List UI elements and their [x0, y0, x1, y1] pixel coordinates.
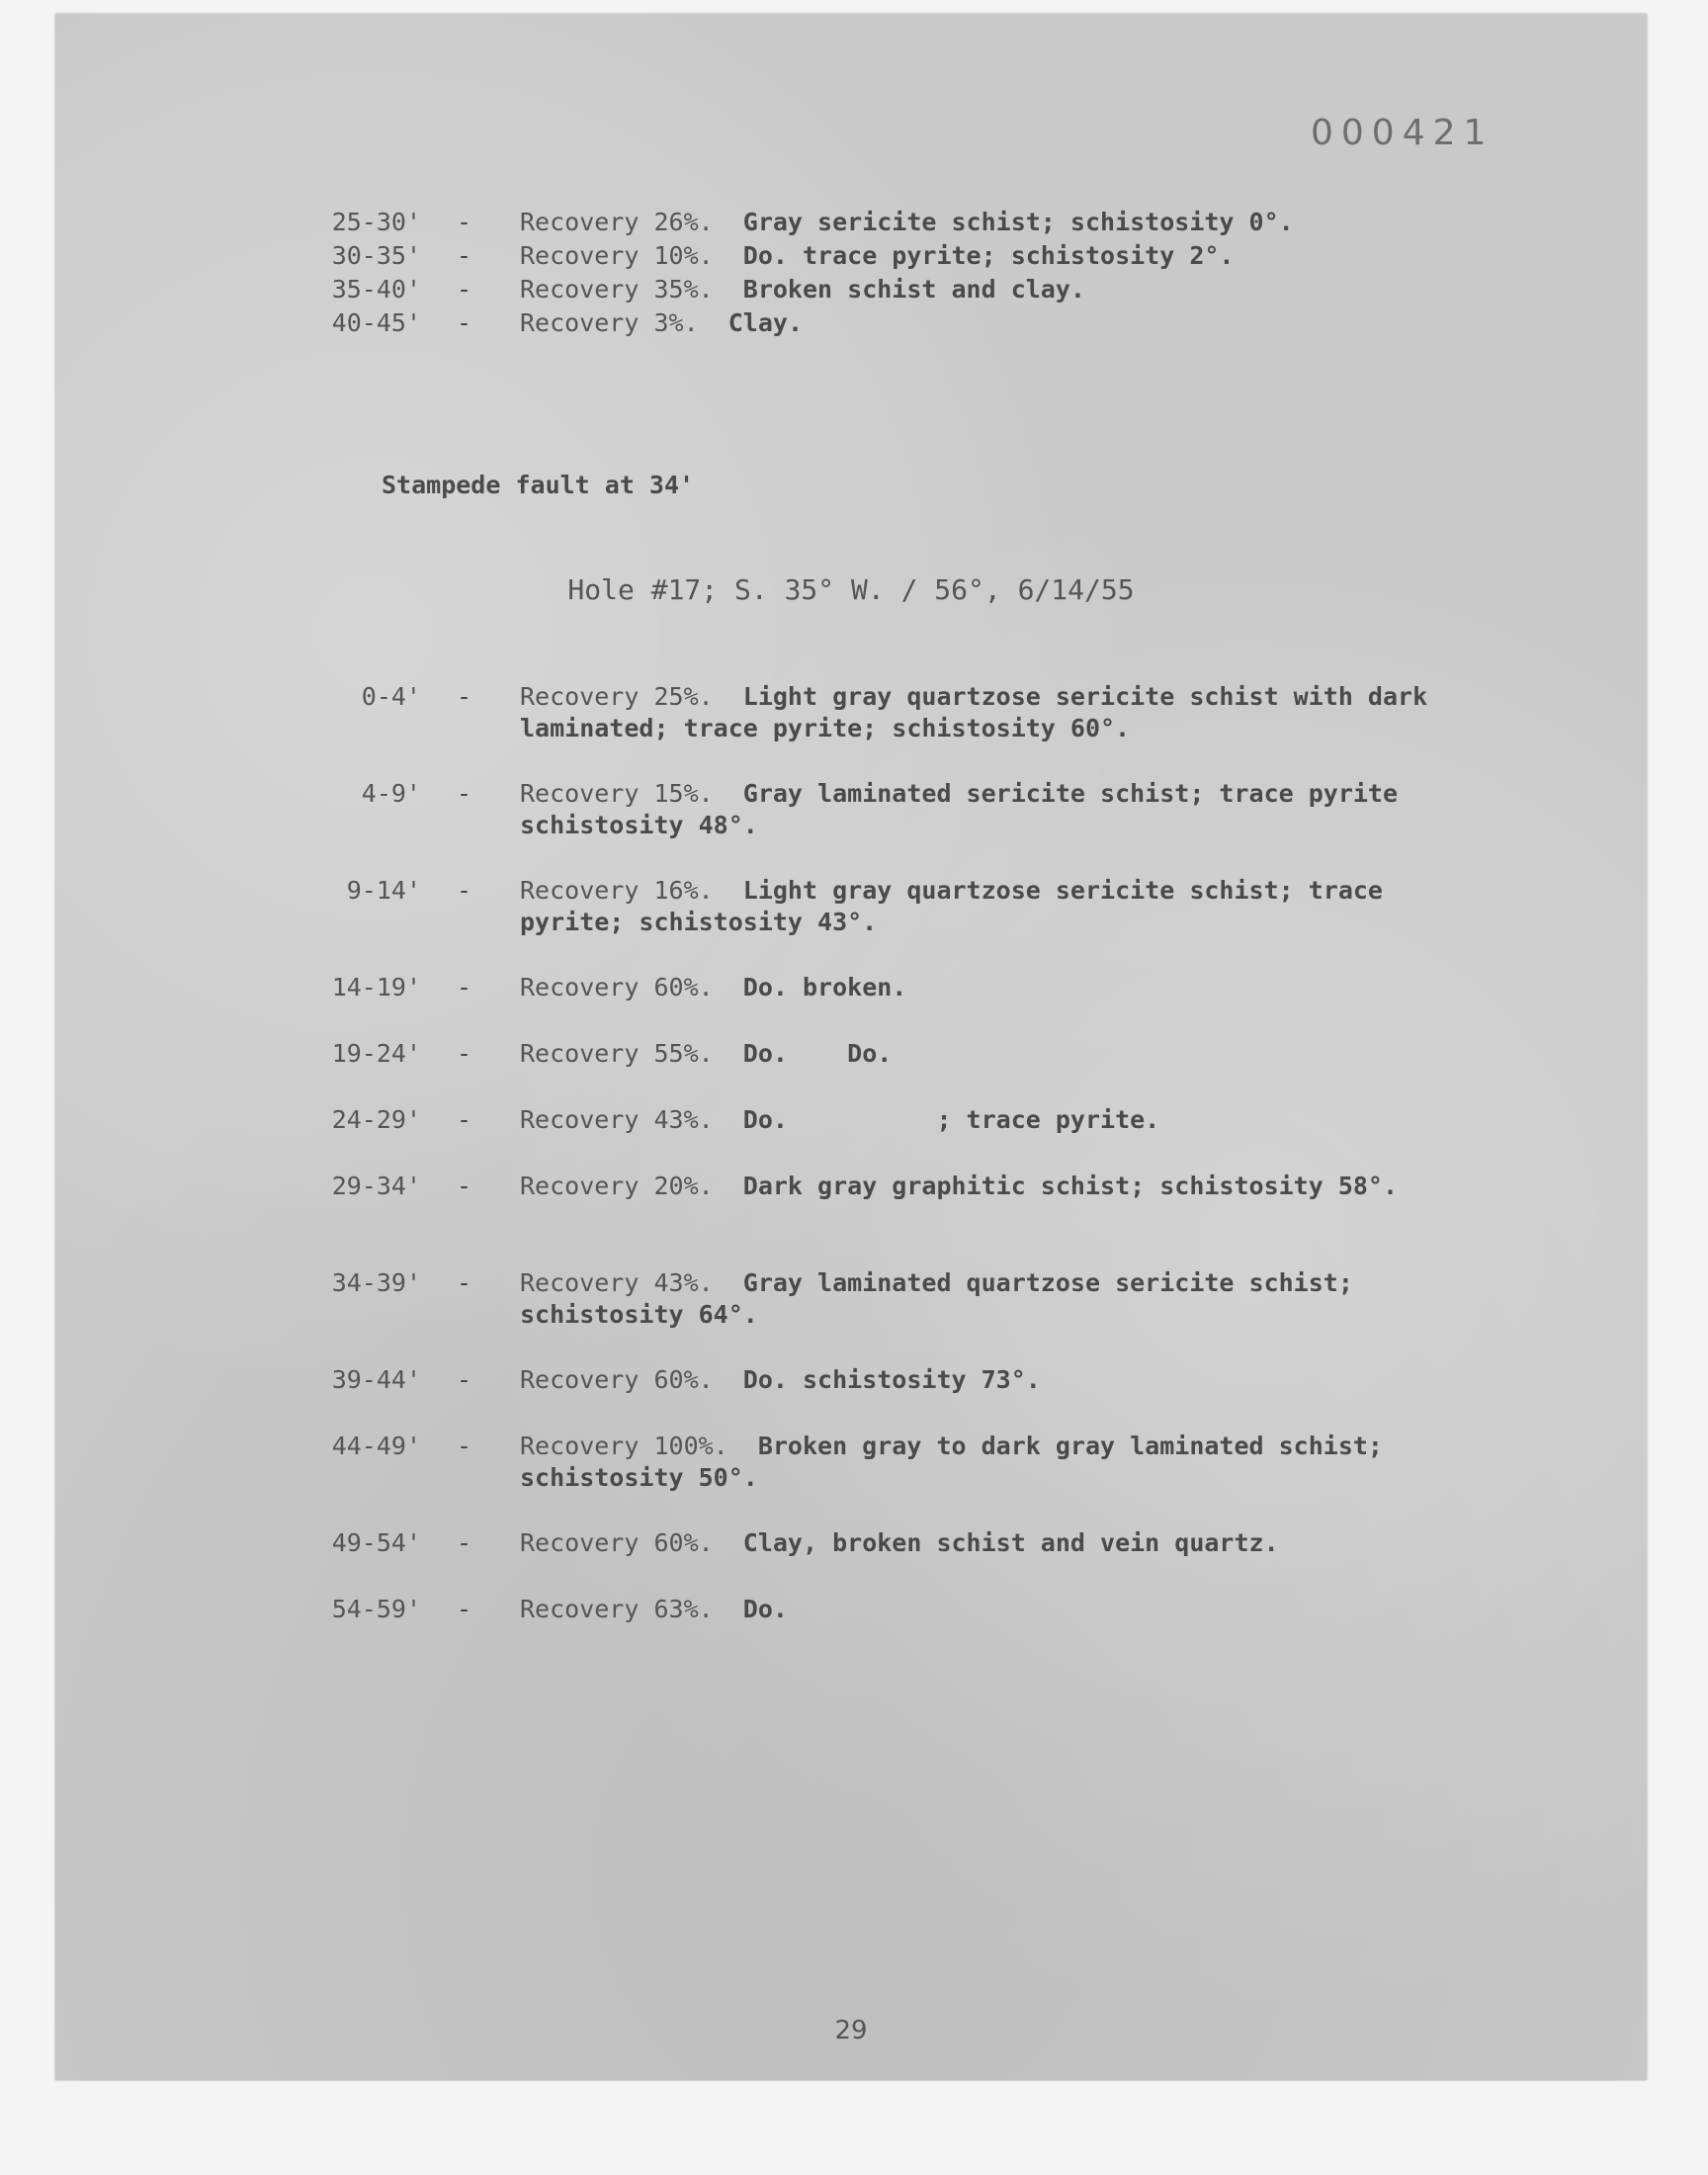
separator-dash: -: [457, 779, 472, 808]
separator-dash: -: [457, 1432, 472, 1460]
separator-dash: -: [457, 1595, 472, 1623]
separator-dash: -: [457, 1528, 472, 1557]
recovery-text: Recovery 20%.: [520, 1172, 714, 1200]
separator-dash: -: [457, 876, 472, 905]
recovery-text: Recovery 60%.: [520, 1528, 714, 1557]
log-description: [520, 778, 1469, 841]
depth-interval: 0-4': [361, 682, 421, 711]
recovery-text: Recovery 16%.: [520, 876, 714, 905]
log-description: [520, 681, 1469, 744]
separator-dash: -: [457, 308, 472, 337]
fault-note: Stampede fault at 34': [382, 471, 695, 499]
separator-dash: -: [457, 682, 472, 711]
recovery-text: Recovery 15%.: [520, 779, 714, 808]
depth-interval: 54-59': [331, 1595, 421, 1623]
recovery-text: Recovery 43%.: [520, 1105, 714, 1134]
recovery-text: Recovery 60%.: [520, 1365, 714, 1394]
separator-dash: -: [457, 208, 472, 236]
log-description: [520, 1104, 1469, 1136]
lithology-text: Do. trace pyrite; schistosity 2°.: [742, 241, 1235, 270]
separator-dash: -: [457, 1365, 472, 1394]
separator-dash: -: [457, 1172, 472, 1200]
lithology-text: Gray laminated sericite schist; trace pyrite schistosity 48°.: [520, 779, 1399, 839]
depth-interval: 9-14': [346, 876, 421, 905]
log-description: [520, 274, 1469, 305]
log-description: [520, 875, 1469, 938]
separator-dash: -: [457, 1039, 472, 1068]
log-description: [520, 1594, 1469, 1625]
lithology-text: Gray laminated quartzose sericite schist; schistosity 64°.: [520, 1268, 1353, 1329]
depth-interval: 49-54': [331, 1528, 421, 1557]
lithology-text: Do. Do.: [742, 1039, 893, 1068]
lithology-text: Do. schistosity 73°.: [742, 1365, 1041, 1394]
log-description: [520, 972, 1469, 1003]
page-number: 29: [834, 2016, 868, 2045]
lithology-text: Dark gray graphitic schist; schistosity 58°.: [742, 1172, 1399, 1200]
recovery-text: Recovery 60%.: [520, 973, 714, 1001]
separator-dash: -: [457, 275, 472, 304]
depth-interval: 40-45': [331, 308, 421, 337]
log-description: [520, 240, 1469, 272]
recovery-text: Recovery 55%.: [520, 1039, 714, 1068]
lithology-text: Broken schist and clay.: [742, 275, 1085, 304]
separator-dash: -: [457, 973, 472, 1001]
recovery-text: Recovery 25%.: [520, 682, 714, 711]
depth-interval: 34-39': [331, 1268, 421, 1297]
log-description: [520, 1364, 1469, 1396]
depth-interval: 4-9': [361, 779, 421, 808]
log-description: [520, 207, 1469, 238]
recovery-text: Recovery 10%.: [520, 241, 714, 270]
log-description: [520, 1267, 1469, 1331]
lithology-text: Clay.: [727, 308, 803, 337]
lithology-text: Light gray quartzose sericite schist; trace pyrite; schistosity 43°.: [520, 876, 1383, 936]
log-description: [520, 1038, 1469, 1070]
document-number: 000421: [1311, 113, 1494, 153]
depth-interval: 35-40': [331, 275, 421, 304]
separator-dash: -: [457, 1105, 472, 1134]
lithology-text: Clay, broken schist and vein quartz.: [742, 1528, 1279, 1557]
log-description: [520, 1171, 1469, 1202]
lithology-text: Do. broken.: [742, 973, 907, 1001]
depth-interval: 30-35': [331, 241, 421, 270]
recovery-text: Recovery 63%.: [520, 1595, 714, 1623]
recovery-text: Recovery 100%.: [520, 1432, 728, 1460]
recovery-text: Recovery 43%.: [520, 1268, 714, 1297]
depth-interval: 25-30': [331, 208, 421, 236]
recovery-text: Recovery 26%.: [520, 208, 714, 236]
document-page: [55, 14, 1647, 2080]
depth-interval: 39-44': [331, 1365, 421, 1394]
lithology-text: Broken gray to dark gray laminated schist; schistosity 50°.: [520, 1432, 1383, 1492]
separator-dash: -: [457, 1268, 472, 1297]
lithology-text: Do.: [742, 1595, 788, 1623]
lithology-text: Do. ; trace pyrite.: [742, 1105, 1160, 1134]
hole-heading: Hole #17; S. 35° W. / 56°, 6/14/55: [567, 573, 1135, 606]
depth-interval: 14-19': [331, 973, 421, 1001]
depth-interval: 24-29': [331, 1105, 421, 1134]
depth-interval: 29-34': [331, 1172, 421, 1200]
lithology-text: Light gray quartzose sericite schist with dark laminated; trace pyrite; schistosity 60°.: [520, 682, 1428, 742]
depth-interval: 19-24': [331, 1039, 421, 1068]
recovery-text: Recovery 3%.: [520, 308, 699, 337]
recovery-text: Recovery 35%.: [520, 275, 714, 304]
depth-interval: 44-49': [331, 1432, 421, 1460]
lithology-text: Gray sericite schist; schistosity 0°.: [742, 208, 1294, 236]
log-description: [520, 1527, 1469, 1559]
log-description: [520, 307, 1469, 339]
log-description: [520, 1431, 1469, 1494]
separator-dash: -: [457, 241, 472, 270]
